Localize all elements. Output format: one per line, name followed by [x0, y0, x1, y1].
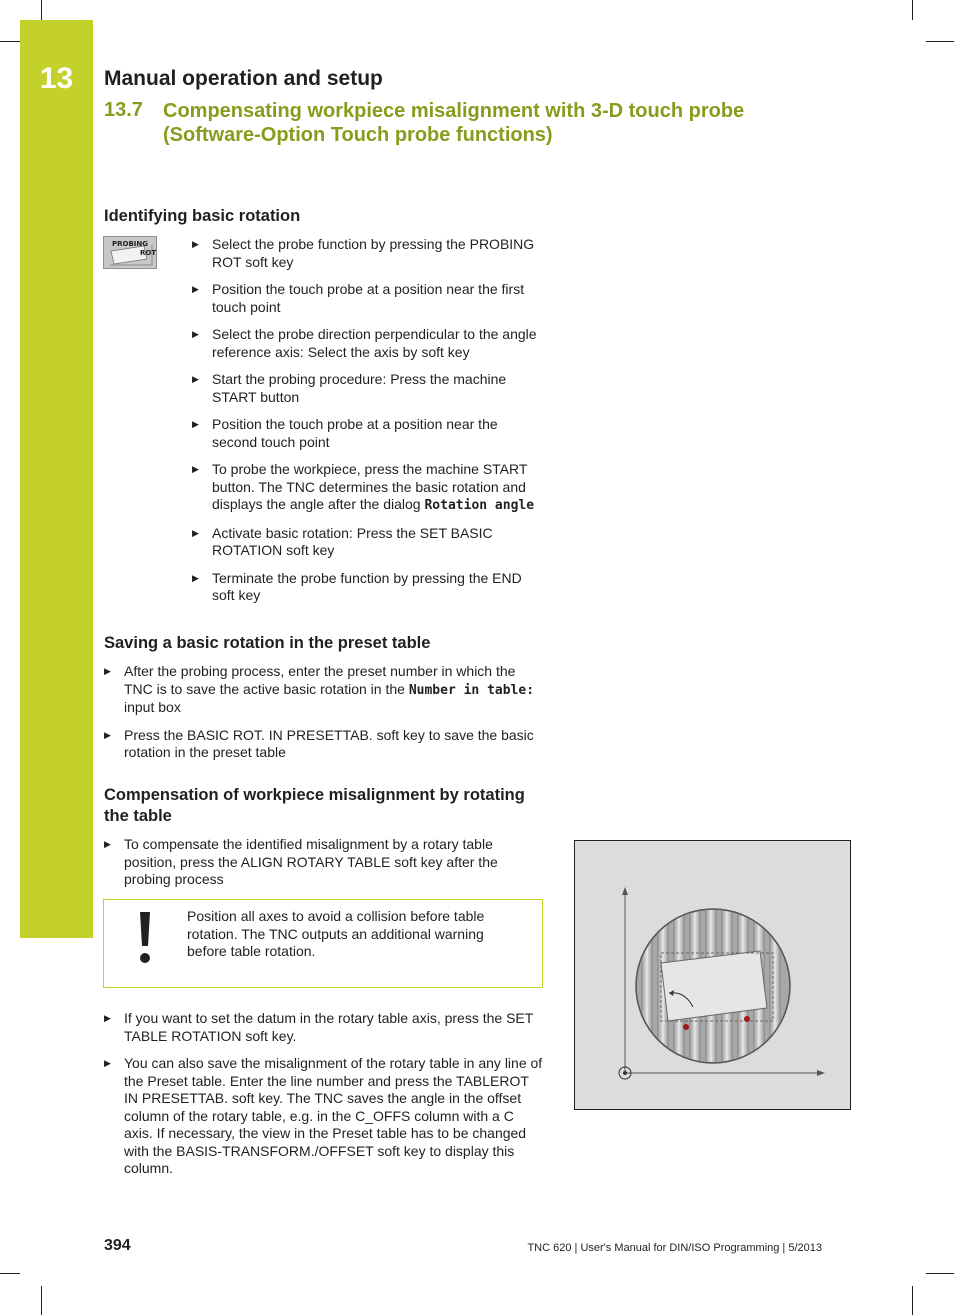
list-item: ▶ You can also save the misalignment of the rotary table in any line of the Preset table. Enter the line number and press the TABLEROT IN PRESETTAB. soft key. The TNC saves the angle in the offset column of the rotary table, e.g. in the C_OFFS column with a C axis. If necessary, the view in the Preset table has to be changed with the BASIS-TRANSFORM./OFFSET soft key to display this column. [104, 1055, 544, 1178]
rotary-table-illustration [574, 840, 851, 1110]
list-item: ▶ Press the BASIC ROT. IN PRESETTAB. soft key to save the basic rotation in the preset table [104, 727, 544, 762]
list-item: ▶ Select the probe function by pressing the PROBING ROT soft key [192, 236, 544, 271]
compensation-steps-list [104, 836, 544, 899]
probing-rot-softkey-icon: PROBING ROT [103, 236, 157, 269]
compensation-steps-list-2 [104, 1010, 544, 1188]
section-number: 13.7 [104, 99, 143, 121]
heading-saving-basic-rotation: Saving a basic rotation in the preset table [104, 634, 431, 652]
warning-note [103, 899, 543, 988]
section-title: Compensating workpiece misalignment with 3-D touch probe (Software-Option Touch probe functions) [163, 100, 745, 146]
saving-steps-list [104, 663, 544, 772]
list-item: ▶ To probe the workpiece, press the machine START button. The TNC determines the basic rotation and displays the angle after the dialog Rotation angle [192, 461, 544, 515]
chapter-title: Manual operation and setup [104, 67, 383, 90]
chapter-tab [20, 20, 93, 938]
chapter-number: 13 [39, 62, 74, 95]
crop-mark [926, 1273, 954, 1274]
warning-text: Position all axes to avoid a collision before table rotation. The TNC outputs an additional warning before table rotation. [187, 908, 485, 959]
list-item: ▶ Terminate the probe function by pressing the END soft key [192, 570, 544, 605]
list-item: ▶ To compensate the identified misalignment by a rotary table position, press the ALIGN ROTARY TABLE soft key after the probing process [104, 836, 544, 889]
heading-compensation-rotating-table: Compensation of workpiece misalignment by rotating the table [104, 786, 525, 825]
list-item: ▶ After the probing process, enter the preset number in which the TNC is to save the active basic rotation in the Number in table: input box [104, 663, 544, 717]
crop-mark [0, 41, 20, 42]
crop-mark [912, 1286, 913, 1315]
crop-mark [41, 1286, 42, 1315]
footer-text: TNC 620 | User's Manual for DIN/ISO Programming | 5/2013 [527, 1242, 822, 1254]
list-item: ▶ Activate basic rotation: Press the SET BASIC ROTATION soft key [192, 525, 544, 560]
crop-mark [41, 0, 42, 20]
crop-mark [0, 1273, 20, 1274]
crop-mark [912, 0, 913, 20]
list-item: ▶ Select the probe direction perpendicular to the angle reference axis: Select the axis by soft key [192, 326, 544, 361]
heading-identifying-basic-rotation: Identifying basic rotation [104, 207, 301, 225]
page-number: 394 [104, 1237, 131, 1254]
list-item: ▶ Position the touch probe at a position near the second touch point [192, 416, 544, 451]
identify-steps-list [192, 236, 544, 615]
list-item: ▶ Start the probing procedure: Press the machine START button [192, 371, 544, 406]
crop-mark [926, 41, 954, 42]
list-item: ▶ Position the touch probe at a position near the first touch point [192, 281, 544, 316]
exclamation-icon [134, 906, 156, 966]
list-item: ▶ If you want to set the datum in the rotary table axis, press the SET TABLE ROTATION soft key. [104, 1010, 544, 1045]
